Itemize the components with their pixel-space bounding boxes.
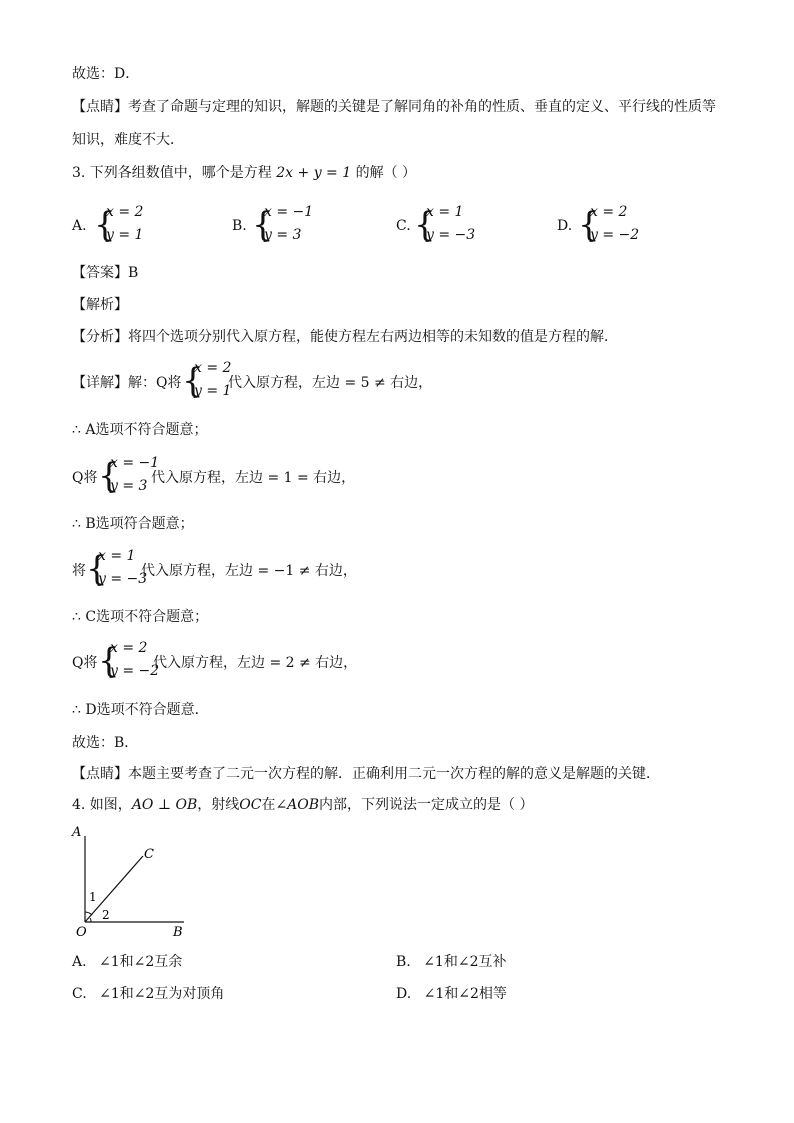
brace-icon: { bbox=[86, 549, 108, 589]
q4-option-d bbox=[396, 983, 507, 1003]
q3-option-b-letter: B. bbox=[232, 218, 247, 234]
q3-stem-prefix: 3. 下列各组数值中，哪个是方程 bbox=[72, 165, 272, 181]
q3-detail-step2-conclusion: ∴ B选项符合题意； bbox=[72, 516, 194, 532]
q3-stem-suffix: 的解（ ） bbox=[355, 165, 417, 181]
q3-detail-prefix: 【详解】解：Q将 bbox=[72, 375, 182, 391]
q4-stem-mid: ，射线 bbox=[197, 797, 240, 813]
q3-option-a-x: x = 2 bbox=[106, 204, 144, 220]
q3-detail-step4-conclusion: ∴ D选项不符合题意． bbox=[72, 702, 209, 718]
q4-stem-mid2: 在 bbox=[261, 797, 276, 813]
q3-detail-step1-y: y = 1 bbox=[194, 383, 232, 399]
brace-icon: { bbox=[94, 205, 116, 245]
label-o: O bbox=[76, 925, 87, 940]
brace-icon: { bbox=[98, 456, 120, 496]
q3-detail-step2-lead: Q将 bbox=[72, 470, 98, 486]
q3-detail-step2-x: x = −1 bbox=[110, 455, 160, 471]
q3-detail-step3-lead: 将 bbox=[72, 563, 86, 579]
q3-detail-step4-result: 代入原方程，左边 = 2 ≠ 右边， bbox=[153, 655, 358, 671]
q3-equation: 2x + y = 1 bbox=[276, 165, 352, 181]
brace-icon: { bbox=[578, 205, 600, 245]
q3-detail-step4-lead: Q将 bbox=[72, 655, 98, 671]
q3-option-b-y: y = 3 bbox=[264, 227, 302, 243]
q4-ray: OC bbox=[239, 797, 262, 813]
q3-option-b-x: x = −1 bbox=[264, 204, 314, 220]
q4-figure bbox=[60, 822, 200, 942]
q4-option-c-letter: C. bbox=[72, 986, 87, 1002]
q4-option-a-text: ∠1和∠2互余 bbox=[99, 954, 183, 970]
q3-detail-step2-y: y = 3 bbox=[110, 478, 148, 494]
q4-option-b bbox=[396, 951, 506, 971]
q4-perp: AO ⊥ OB bbox=[131, 797, 198, 813]
q4-stem-suffix: 内部，下列说法一定成立的是（ ） bbox=[319, 797, 534, 813]
q3-detail-step1-result: 代入原方程，左边 = 5 ≠ 右边， bbox=[228, 375, 433, 391]
q4-option-c-text: ∠1和∠2互为对顶角 bbox=[99, 986, 225, 1002]
q3-detail-step2-result: 代入原方程，左边 = 1 = 右边， bbox=[151, 470, 356, 486]
ray-oc bbox=[85, 856, 143, 922]
label-a: A bbox=[72, 825, 82, 840]
q3-option-c-letter: C. bbox=[396, 218, 411, 234]
label-b: B bbox=[173, 925, 183, 940]
q4-stem bbox=[72, 795, 534, 815]
brace-icon: { bbox=[252, 205, 274, 245]
q4-angle: ∠AOB bbox=[275, 797, 320, 813]
q3-detail-step4-y: y = −2 bbox=[110, 663, 160, 679]
q3-comment: 【点睛】本题主要考查了二元一次方程的解．正确利用二元一次方程的解的意义是解题的关键． bbox=[72, 766, 660, 782]
q3-option-d-y: y = −2 bbox=[590, 227, 640, 243]
q3-detail-step3-conclusion: ∴ C选项不符合题意； bbox=[72, 609, 209, 625]
label-angle-1: 1 bbox=[89, 890, 97, 904]
q4-option-a bbox=[72, 951, 182, 971]
prev-comment-line1: 【点睛】考查了命题与定理的知识，解题的关键是了解同角的补角的性质、垂直的定义、平行线的性质等 bbox=[72, 99, 716, 115]
q3-detail-step3-result: 代入原方程，左边 = −1 ≠ 右边， bbox=[141, 563, 357, 579]
label-angle-2: 2 bbox=[102, 908, 110, 922]
q4-stem-prefix: 4. 如图， bbox=[72, 797, 132, 813]
q3-stem bbox=[72, 163, 416, 183]
q4-option-b-letter: B. bbox=[396, 954, 411, 970]
q4-option-d-letter: D. bbox=[396, 986, 412, 1002]
q3-option-a-y: y = 1 bbox=[106, 227, 144, 243]
brace-icon: { bbox=[414, 205, 436, 245]
q4-option-a-letter: A. bbox=[72, 954, 87, 970]
q4-option-c bbox=[72, 983, 224, 1003]
label-c: C bbox=[144, 847, 154, 862]
q3-option-c-x: x = 1 bbox=[426, 204, 464, 220]
brace-icon: { bbox=[98, 641, 120, 681]
q3-final: 故选：B． bbox=[72, 735, 139, 751]
brace-icon: { bbox=[182, 361, 204, 401]
q3-detail-step3-x: x = 1 bbox=[98, 548, 136, 564]
q4-option-b-text: ∠1和∠2互补 bbox=[423, 954, 507, 970]
q3-detail-step1-x: x = 2 bbox=[194, 360, 232, 376]
q3-answer: 【答案】B bbox=[72, 265, 139, 281]
q3-option-d-letter: D. bbox=[557, 218, 573, 234]
prev-answer: 故选：D． bbox=[72, 66, 140, 82]
angle-1-arc bbox=[85, 912, 92, 915]
prev-comment-line2: 知识，难度不大． bbox=[72, 132, 184, 148]
q3-analysis-header: 【解析】 bbox=[72, 297, 128, 313]
q3-option-d-x: x = 2 bbox=[590, 204, 628, 220]
q3-detail-step3-y: y = −3 bbox=[98, 571, 148, 587]
q3-detail-step1-conclusion: ∴ A选项不符合题意； bbox=[72, 422, 208, 438]
q3-option-a-letter: A. bbox=[72, 218, 87, 234]
q3-analysis: 【分析】将四个选项分别代入原方程，能使方程左右两边相等的未知数的值是方程的解． bbox=[72, 329, 618, 345]
q4-option-d-text: ∠1和∠2相等 bbox=[423, 986, 507, 1002]
q3-option-c-y: y = −3 bbox=[426, 227, 476, 243]
q3-detail-step4-x: x = 2 bbox=[110, 640, 148, 656]
